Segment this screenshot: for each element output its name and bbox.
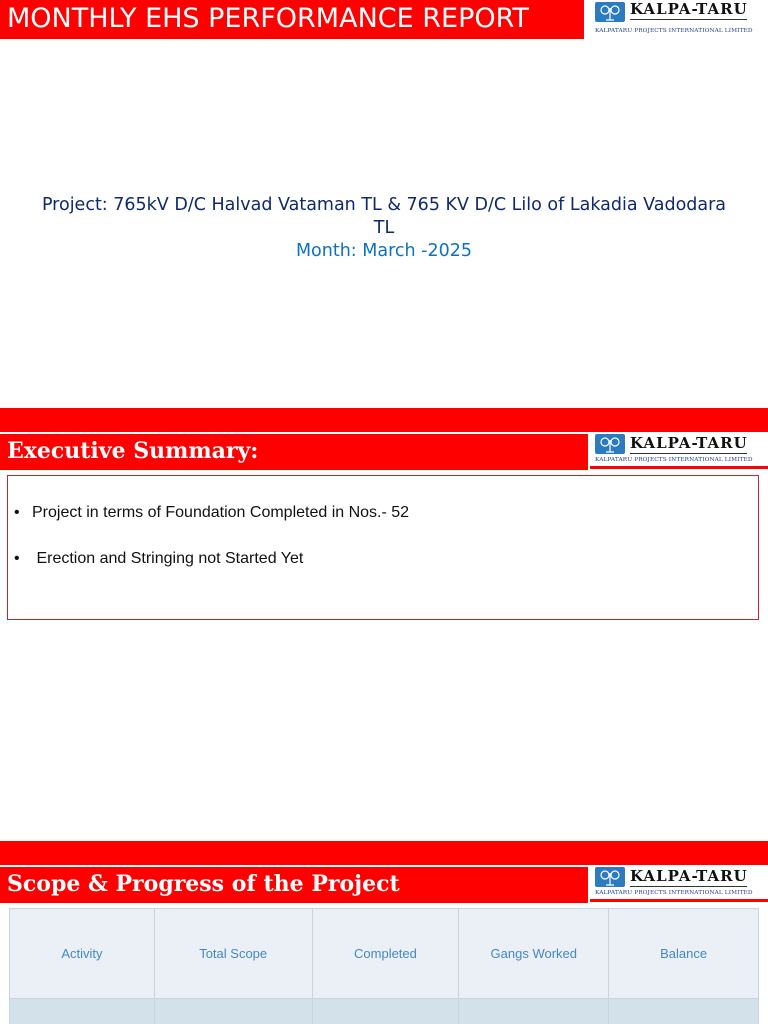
bullet-icon: • xyxy=(14,504,20,521)
logo-company-name: KALPATARU PROJECTS INTERNATIONAL LIMITED xyxy=(595,890,753,896)
table-header-row xyxy=(10,909,759,999)
summary-box xyxy=(7,475,759,620)
logo-company-name: KALPATARU PROJECTS INTERNATIONAL LIMITED xyxy=(595,28,753,34)
column-header-activity: Activity xyxy=(10,909,155,999)
column-header-total-scope: Total Scope xyxy=(154,909,312,999)
logo-name: KALPA-TARU xyxy=(630,434,748,452)
tree-emblem-icon xyxy=(595,434,625,454)
slide-divider xyxy=(0,841,768,865)
slide-executive-summary xyxy=(0,432,768,841)
bullet-icon: • xyxy=(14,550,20,567)
scope-title: Scope & Progress of the Project xyxy=(7,871,400,897)
table-cell xyxy=(10,999,155,1024)
table-cell xyxy=(312,999,459,1024)
column-header-gangs-worked: Gangs Worked xyxy=(459,909,609,999)
logo-red-underline xyxy=(590,899,768,902)
summary-bullet xyxy=(14,504,409,522)
summary-title: Executive Summary: xyxy=(7,438,259,464)
logo-underline xyxy=(630,886,747,887)
tree-emblem-icon xyxy=(595,2,625,22)
company-logo xyxy=(592,865,768,901)
report-title-bar xyxy=(0,0,584,39)
table-cell xyxy=(154,999,312,1024)
column-header-balance: Balance xyxy=(609,909,759,999)
logo-name: KALPA-TARU xyxy=(630,0,748,18)
slide-divider xyxy=(0,408,768,432)
logo-underline xyxy=(630,19,747,20)
company-logo xyxy=(592,0,768,40)
table-row xyxy=(10,999,759,1024)
table-cell xyxy=(459,999,609,1024)
tree-emblem-icon xyxy=(595,867,625,887)
logo-name: KALPA-TARU xyxy=(630,867,748,885)
company-logo xyxy=(592,432,768,468)
summary-bullet-text: Erection and Stringing not Started Yet xyxy=(32,550,304,567)
report-title: MONTHLY EHS PERFORMANCE REPORT xyxy=(7,3,529,34)
table-cell xyxy=(609,999,759,1024)
slide-scope-progress xyxy=(0,865,768,1024)
logo-underline xyxy=(630,453,747,454)
summary-title-bar xyxy=(0,434,588,470)
summary-bullet-text: Project in terms of Foundation Completed in Nos.- 52 xyxy=(32,504,410,521)
logo-red-underline xyxy=(590,466,768,469)
project-name-line-1: Project: 765kV D/C Halvad Vataman TL & 765 KV D/C Lilo of Lakadia Vadodara xyxy=(41,195,727,215)
logo-company-name: KALPATARU PROJECTS INTERNATIONAL LIMITED xyxy=(595,457,753,463)
slide-title xyxy=(0,0,768,408)
column-header-completed: Completed xyxy=(312,909,459,999)
summary-bullet xyxy=(14,550,303,568)
scope-table xyxy=(9,908,759,1024)
scope-title-bar xyxy=(0,867,588,903)
report-month: Month: March -2025 xyxy=(295,241,473,261)
project-name-line-2: TL xyxy=(373,218,395,238)
